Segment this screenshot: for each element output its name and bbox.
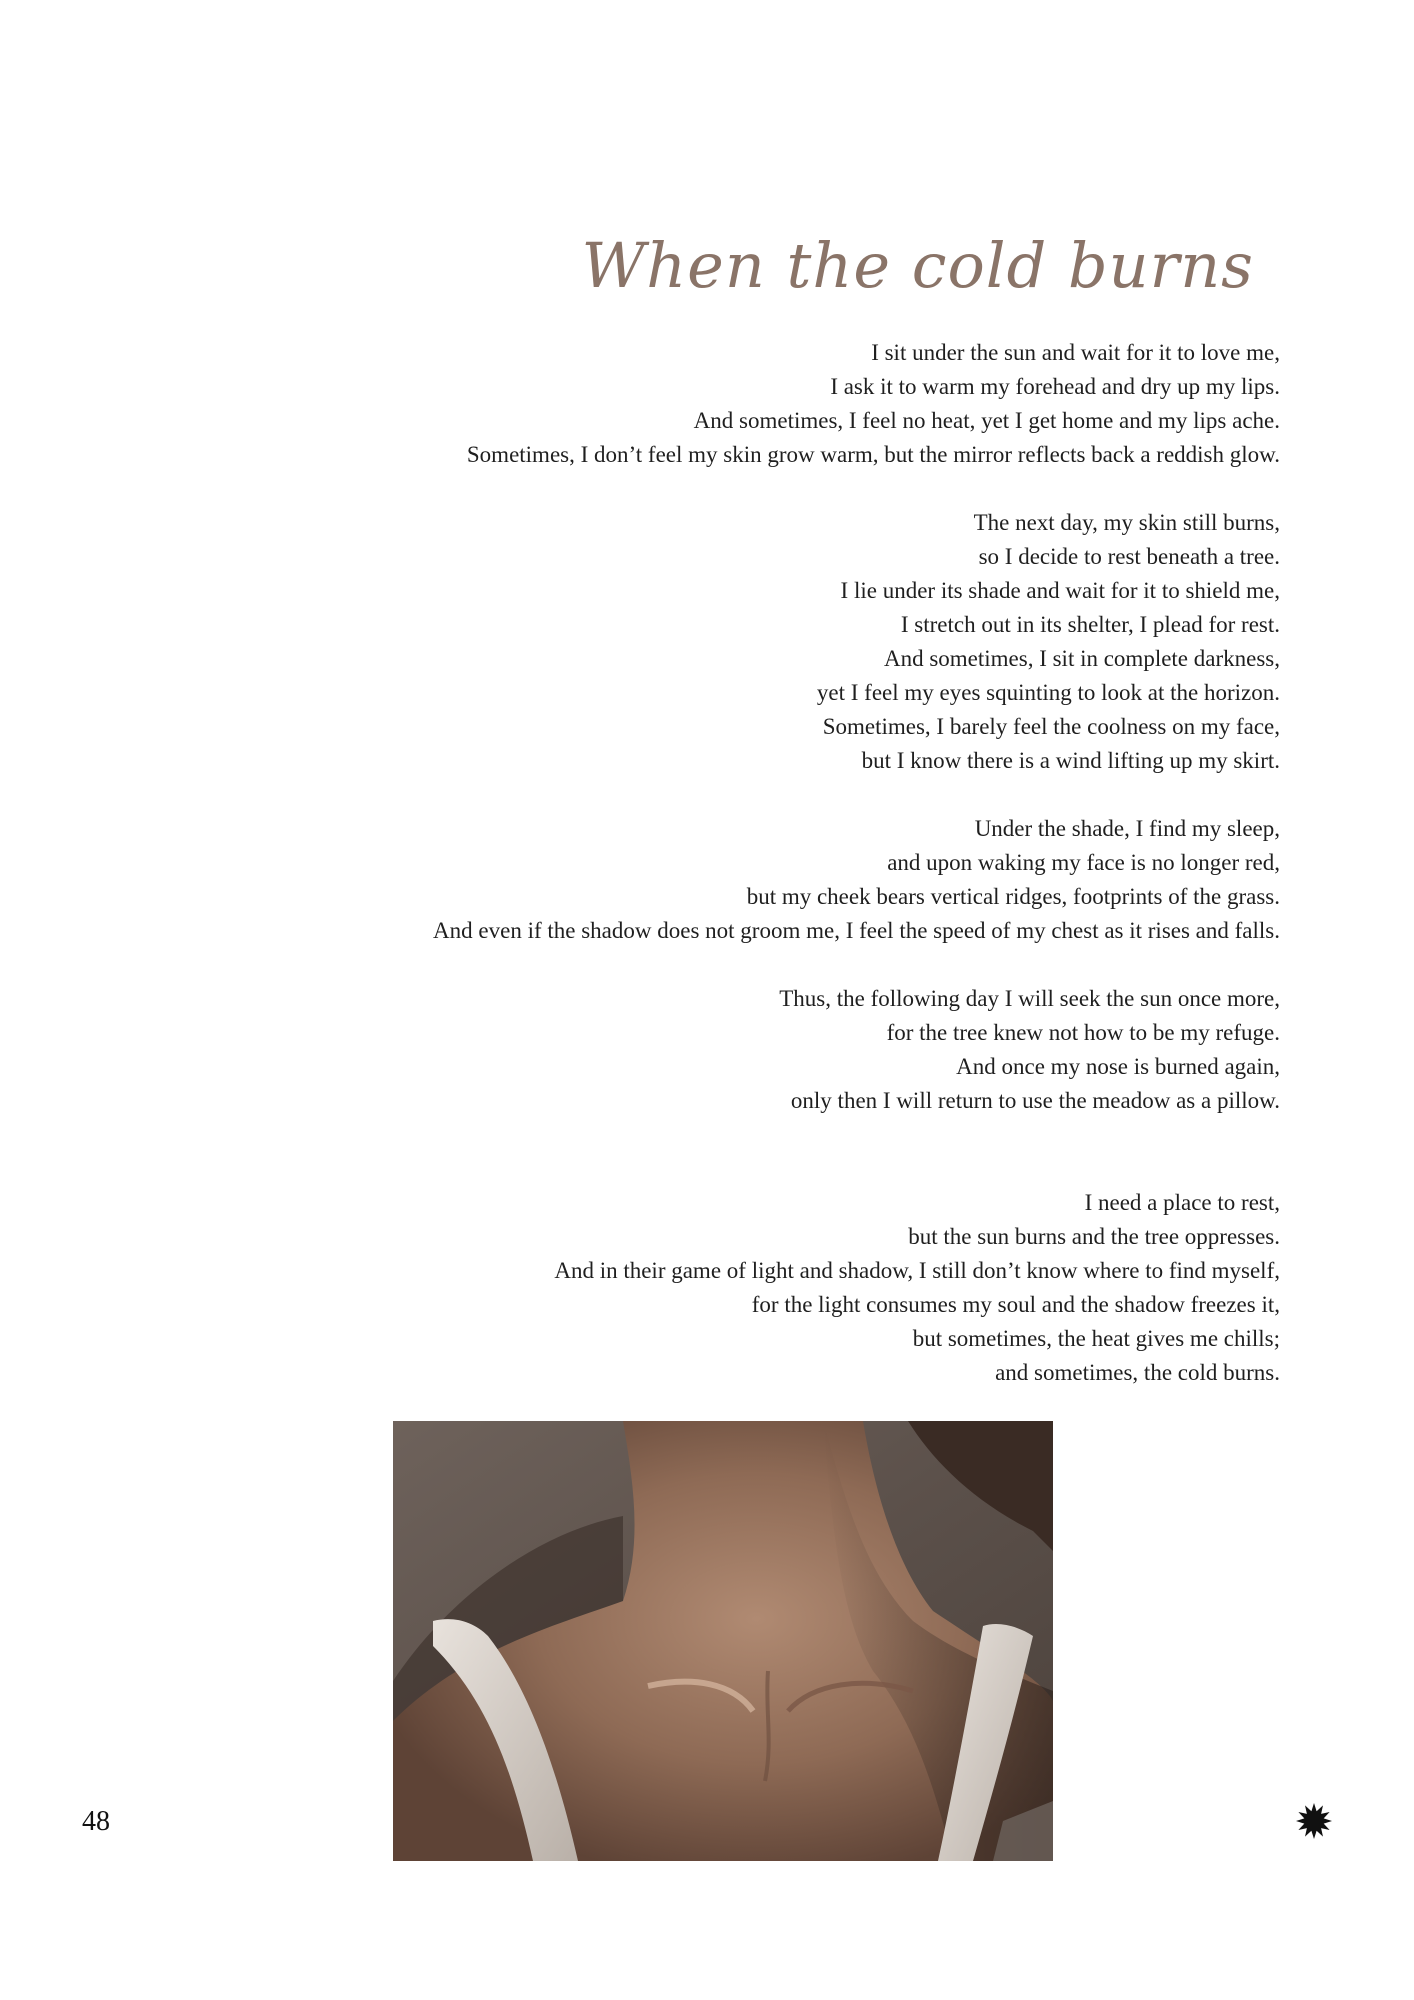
- stanza: [160, 982, 1280, 1118]
- poem-line: Sometimes, I don’t feel my skin grow warm, but the mirror reflects back a reddish glow.: [466, 442, 1280, 467]
- poem-line: but the sun burns and the tree oppresses.: [908, 1224, 1280, 1249]
- poem-line: And in their game of light and shadow, I still don’t know where to find myself,: [554, 1258, 1280, 1283]
- stanza: [160, 1186, 1280, 1390]
- neck-photo: [393, 1421, 1053, 1861]
- poem-line: I sit under the sun and wait for it to love me,: [871, 340, 1280, 365]
- poem-line: And sometimes, I sit in complete darkness,: [883, 646, 1280, 671]
- poem-line: so I decide to rest beneath a tree.: [978, 544, 1280, 569]
- poem-line: but sometimes, the heat gives me chills;: [912, 1326, 1280, 1351]
- poem-line: only then I will return to use the meadow as a pillow.: [790, 1088, 1280, 1113]
- poem-line: I stretch out in its shelter, I plead for rest.: [900, 612, 1280, 637]
- poem-line: for the light consumes my soul and the shadow freezes it,: [751, 1292, 1280, 1317]
- poem-line: I lie under its shade and wait for it to shield me,: [840, 578, 1280, 603]
- poem-line: And even if the shadow does not groom me, I feel the speed of my chest as it rises and falls.: [433, 918, 1280, 943]
- poem-line: but my cheek bears vertical ridges, footprints of the grass.: [746, 884, 1280, 909]
- poem-line: and upon waking my face is no longer red,: [887, 850, 1280, 875]
- stanza: [160, 506, 1280, 778]
- poem-line: and sometimes, the cold burns.: [995, 1360, 1280, 1385]
- neck-photo-illustration: [393, 1421, 1053, 1861]
- poem-title: When the cold burns: [581, 229, 1254, 302]
- poem-line: And sometimes, I feel no heat, yet I get home and my lips ache.: [693, 408, 1280, 433]
- poem-line: I need a place to rest,: [1084, 1190, 1280, 1215]
- starburst-icon: [1296, 1803, 1332, 1839]
- poem-line: Under the shade, I find my sleep,: [974, 816, 1280, 841]
- poem-line: Sometimes, I barely feel the coolness on my face,: [822, 714, 1280, 739]
- stanza: [160, 336, 1280, 472]
- stanza: [160, 812, 1280, 948]
- poem-line: for the tree knew not how to be my refuge.: [886, 1020, 1280, 1045]
- poem-body: [160, 336, 1280, 1424]
- poem-line: I ask it to warm my forehead and dry up my lips.: [830, 374, 1280, 399]
- poem-line: but I know there is a wind lifting up my skirt.: [861, 748, 1280, 773]
- poem-line: yet I feel my eyes squinting to look at the horizon.: [816, 680, 1280, 705]
- poem-line: And once my nose is burned again,: [956, 1054, 1280, 1079]
- poem-line: Thus, the following day I will seek the sun once more,: [779, 986, 1280, 1011]
- poem-line: The next day, my skin still burns,: [973, 510, 1280, 535]
- page-number: 48: [82, 1806, 110, 1837]
